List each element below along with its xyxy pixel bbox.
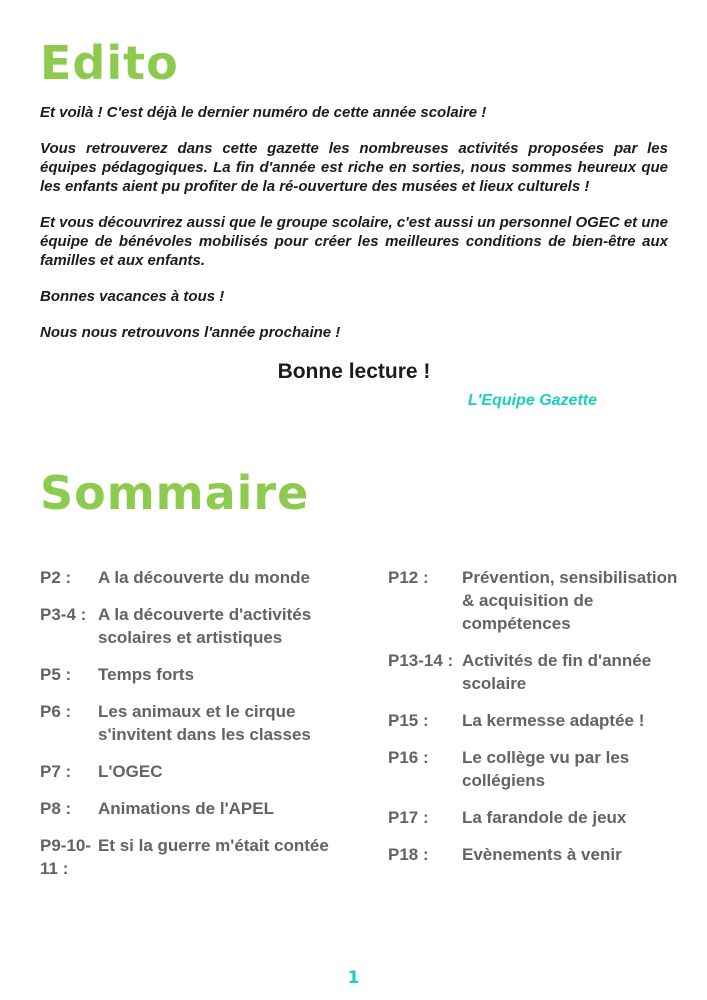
toc-page-label: P9-10-11 : [40, 836, 92, 878]
toc-entry-title: Activités de fin d'année scolaire [462, 651, 652, 693]
edito-paragraph: Bonnes vacances à tous ! [40, 288, 225, 305]
toc-page-label: P3-4 : [40, 605, 87, 624]
toc-item [388, 649, 688, 695]
toc-item [40, 700, 360, 746]
toc-page-label: P13-14 : [388, 651, 454, 670]
toc-page-label: P8 : [40, 799, 72, 818]
toc-item [40, 834, 360, 880]
toc-item [40, 663, 360, 686]
toc-item [40, 603, 360, 649]
toc-column-left [40, 566, 360, 880]
edito-heading: Edito [40, 36, 179, 90]
toc-entry-title: Temps forts [98, 665, 195, 684]
toc-item [388, 843, 688, 866]
toc-item [388, 709, 688, 732]
toc-item [388, 566, 688, 635]
signature: L'Equipe Gazette [467, 392, 597, 409]
toc-entry-title: Et si la guerre m'était contée [98, 836, 329, 855]
toc-page-label: P18 : [388, 845, 429, 864]
toc-entry-title: La farandole de jeux [462, 808, 627, 827]
sommaire-heading: Sommaire [40, 466, 310, 520]
toc-item [388, 806, 688, 829]
toc-page-label: P5 : [40, 665, 72, 684]
toc-item [40, 797, 360, 820]
toc-item [40, 566, 360, 589]
toc-entry-title: Prévention, sensibilisation & acquisition de compétences [462, 568, 678, 633]
toc-entry-title: L'OGEC [98, 762, 163, 781]
edito-paragraph: Et vous découvrirez aussi que le groupe scolaire, c'est aussi un personnel OGEC et une équipe de bénévoles mobilisés pour créer les meilleures conditions de bien-être aux familles et aux enfants. [40, 214, 668, 269]
toc-page-label: P7 : [40, 762, 72, 781]
toc-page-label: P15 : [388, 711, 429, 730]
toc-entry-title: Animations de l'APEL [98, 799, 274, 818]
toc-entry-title: Le collège vu par les collégiens [462, 748, 630, 790]
toc-entry-title: La kermesse adaptée ! [462, 711, 645, 730]
toc-item [40, 760, 360, 783]
toc-item [388, 746, 688, 792]
toc-page-label: P17 : [388, 808, 429, 827]
edito-paragraph: Nous nous retrouvons l'année prochaine ! [40, 324, 341, 341]
page-number: 1 [347, 968, 360, 988]
toc-page-label: P2 : [40, 568, 72, 587]
edito-body [40, 103, 668, 359]
table-of-contents [40, 566, 688, 880]
toc-entry-title: Evènements à venir [462, 845, 622, 864]
page-footer [0, 968, 707, 988]
toc-page-label: P16 : [388, 748, 429, 767]
edito-paragraph: Vous retrouverez dans cette gazette les nombreuses activités proposées par les équipes pédagogiques. La fin d'année est riche en sorties, nous sommes heureux que les enfants aient pu profiter de la ré-ouverture des musées et lieux culturels ! [40, 140, 668, 195]
toc-entry-title: A la découverte d'activités scolaires et artistiques [98, 605, 312, 647]
toc-page-label: P6 : [40, 702, 72, 721]
toc-page-label: P12 : [388, 568, 429, 587]
edito-paragraph: Et voilà ! C'est déjà le dernier numéro de cette année scolaire ! [40, 104, 487, 121]
toc-entry-title: Les animaux et le cirque s'invitent dans les classes [98, 702, 311, 744]
toc-entry-title: A la découverte du monde [98, 568, 310, 587]
closing-line: Bonne lecture ! [277, 360, 431, 383]
toc-column-right [388, 566, 688, 880]
